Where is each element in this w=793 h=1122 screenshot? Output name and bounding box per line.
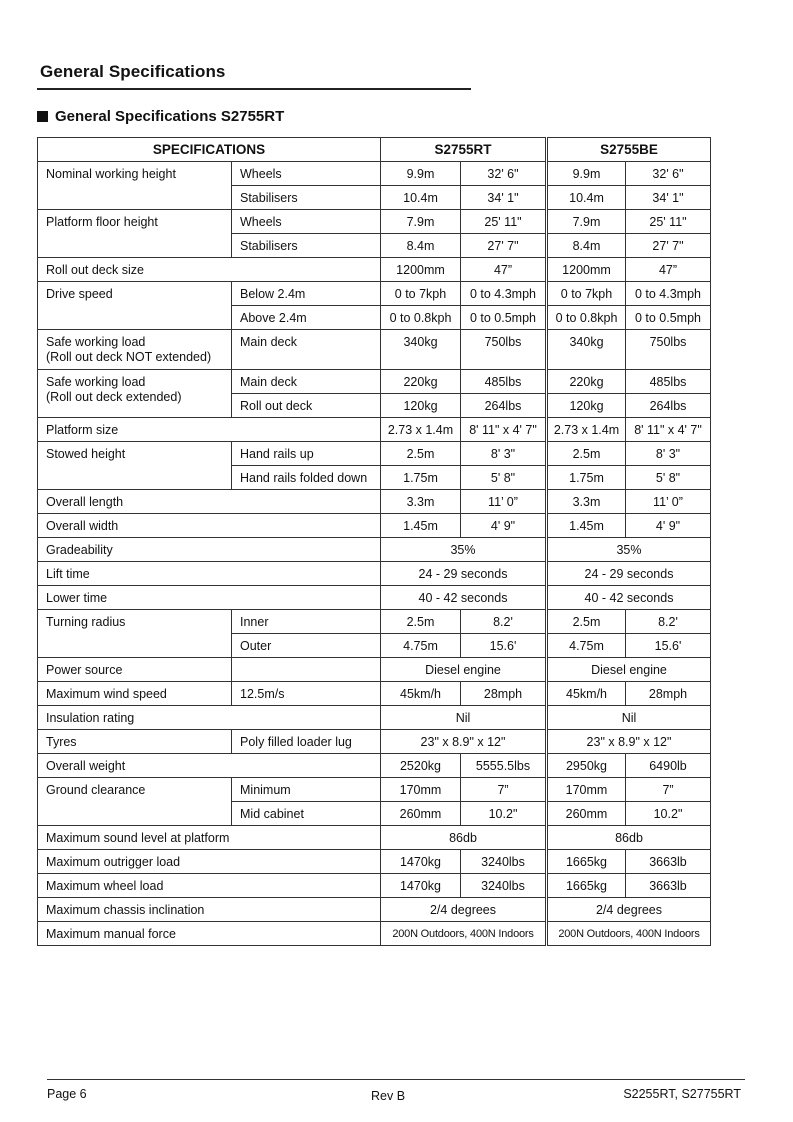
row-label-line: (Roll out deck NOT extended): [46, 350, 212, 364]
row-label: Gradeability: [38, 538, 381, 562]
cell-value: 7.9m: [547, 210, 626, 234]
cell-value: 260mm: [547, 802, 626, 826]
cell-value: 6490lb: [626, 754, 711, 778]
cell-value: 34' 1": [626, 186, 711, 210]
cell-value: 7”: [626, 778, 711, 802]
row-sublabel: Minimum: [232, 778, 381, 802]
cell-value: 3240lbs: [461, 850, 547, 874]
cell-value: 47”: [626, 258, 711, 282]
row-sublabel: Poly filled loader lug: [232, 730, 381, 754]
table-row: [38, 210, 711, 234]
row-sublabel: Wheels: [232, 162, 381, 186]
cell-value: 260mm: [381, 802, 461, 826]
row-label: Nominal working height: [38, 162, 232, 210]
cell-value: 10.4m: [381, 186, 461, 210]
cell-value: 1.75m: [381, 466, 461, 490]
cell-value: 120kg: [381, 394, 461, 418]
cell-value: 15.6': [626, 634, 711, 658]
cell-value: 3240lbs: [461, 874, 547, 898]
row-label: Maximum wind speed: [38, 682, 232, 706]
cell-value: 0 to 7kph: [381, 282, 461, 306]
cell-value: 8.4m: [381, 234, 461, 258]
model-numbers: S2255RT, S27755RT: [623, 1087, 741, 1101]
row-sublabel: Outer: [232, 634, 381, 658]
row-sublabel: Stabilisers: [232, 234, 381, 258]
cell-value: 4' 9": [626, 514, 711, 538]
cell-value: 4' 9": [461, 514, 547, 538]
row-label-line: (Roll out deck extended): [46, 390, 182, 404]
cell-value: 1470kg: [381, 874, 461, 898]
row-label: Platform size: [38, 418, 381, 442]
cell-value: 2.5m: [547, 442, 626, 466]
cell-value: 2.5m: [381, 610, 461, 634]
cell-value: 5555.5lbs: [461, 754, 547, 778]
table-row: [38, 706, 711, 730]
cell-value: 1665kg: [547, 850, 626, 874]
cell-value: 32' 6": [626, 162, 711, 186]
table-header-row: [38, 138, 711, 162]
header-rule: [37, 88, 471, 90]
cell-value: 1200mm: [381, 258, 461, 282]
page-number: Page 6: [47, 1087, 87, 1101]
table-row: [38, 490, 711, 514]
cell-value: 2/4 degrees: [381, 898, 547, 922]
cell-value: 170mm: [547, 778, 626, 802]
row-sublabel: Stabilisers: [232, 186, 381, 210]
cell-value: 1.45m: [381, 514, 461, 538]
table-row: [38, 282, 711, 306]
cell-value: 45km/h: [547, 682, 626, 706]
row-sublabel: Above 2.4m: [232, 306, 381, 330]
cell-value: 485lbs: [461, 370, 547, 394]
row-label: Insulation rating: [38, 706, 381, 730]
cell-value: 7”: [461, 778, 547, 802]
table-row: [38, 562, 711, 586]
cell-value: 8' 11" x 4' 7": [626, 418, 711, 442]
cell-value: 2.5m: [381, 442, 461, 466]
row-sublabel: Roll out deck: [232, 394, 381, 418]
row-sublabel: Mid cabinet: [232, 802, 381, 826]
row-label: Turning radius: [38, 610, 232, 658]
cell-value: 10.2": [626, 802, 711, 826]
cell-value: 0 to 4.3mph: [461, 282, 547, 306]
cell-value: 9.9m: [381, 162, 461, 186]
row-sublabel: 12.5m/s: [232, 682, 381, 706]
cell-value: 8' 3": [461, 442, 547, 466]
row-label: [38, 370, 232, 418]
cell-value: 3.3m: [381, 490, 461, 514]
section-title-text: General Specifications S2755RT: [55, 108, 285, 125]
cell-value: 3663lb: [626, 874, 711, 898]
cell-value: 24 - 29 seconds: [547, 562, 711, 586]
row-sublabel: Hand rails up: [232, 442, 381, 466]
row-label: Overall weight: [38, 754, 381, 778]
row-sublabel: Inner: [232, 610, 381, 634]
table-row: [38, 874, 711, 898]
row-label: Maximum wheel load: [38, 874, 381, 898]
table-row: [38, 826, 711, 850]
cell-value: 9.9m: [547, 162, 626, 186]
cell-value: 2.73 x 1.4m: [547, 418, 626, 442]
cell-value: 750lbs: [626, 330, 711, 370]
cell-value: 47”: [461, 258, 547, 282]
row-sublabel: Wheels: [232, 210, 381, 234]
row-label: Maximum chassis inclination: [38, 898, 381, 922]
cell-value: 40 - 42 seconds: [381, 586, 547, 610]
cell-value: 7.9m: [381, 210, 461, 234]
cell-value: 28mph: [626, 682, 711, 706]
cell-value: 0 to 4.3mph: [626, 282, 711, 306]
row-sublabel: Main deck: [232, 370, 381, 394]
cell-value: 35%: [547, 538, 711, 562]
table-row: [38, 730, 711, 754]
cell-value: 3663lb: [626, 850, 711, 874]
cell-value: 1665kg: [547, 874, 626, 898]
cell-value: 2520kg: [381, 754, 461, 778]
cell-value: 15.6': [461, 634, 547, 658]
row-label: Maximum outrigger load: [38, 850, 381, 874]
cell-value: 86db: [547, 826, 711, 850]
footer-rule: [47, 1079, 745, 1080]
cell-value: 5' 8": [461, 466, 547, 490]
row-label: Tyres: [38, 730, 232, 754]
table-row: [38, 898, 711, 922]
row-label: Overall width: [38, 514, 381, 538]
header-model-s2755be: S2755BE: [547, 138, 711, 162]
cell-value: 0 to 0.5mph: [461, 306, 547, 330]
table-row: [38, 658, 711, 682]
cell-value: 28mph: [461, 682, 547, 706]
cell-value: 170mm: [381, 778, 461, 802]
table-row: [38, 850, 711, 874]
cell-value: 220kg: [547, 370, 626, 394]
cell-value: 11’ 0”: [626, 490, 711, 514]
row-label: Stowed height: [38, 442, 232, 490]
cell-value: 34' 1": [461, 186, 547, 210]
cell-value: 200N Outdoors, 400N Indoors: [381, 922, 547, 946]
cell-value: 45km/h: [381, 682, 461, 706]
table-row: [38, 682, 711, 706]
table-row: [38, 778, 711, 802]
revision-label: Rev B: [371, 1089, 406, 1103]
table-row: [38, 922, 711, 946]
row-label-line: Safe working load: [46, 335, 146, 349]
cell-value: 0 to 0.8kph: [381, 306, 461, 330]
cell-value: 8' 11" x 4' 7": [461, 418, 547, 442]
table-row: [38, 586, 711, 610]
row-label: [38, 330, 232, 370]
cell-value: 4.75m: [381, 634, 461, 658]
table-row: [38, 538, 711, 562]
table-row: [38, 514, 711, 538]
row-label: Roll out deck size: [38, 258, 381, 282]
cell-value: 10.2": [461, 802, 547, 826]
specifications-table: [37, 137, 711, 946]
cell-value: 2.73 x 1.4m: [381, 418, 461, 442]
table-row: [38, 442, 711, 466]
table-row: [38, 754, 711, 778]
row-label: Lower time: [38, 586, 381, 610]
cell-value: 23" x 8.9" x 12": [381, 730, 547, 754]
cell-value: 8.2': [461, 610, 547, 634]
row-label: Ground clearance: [38, 778, 232, 826]
table-row: [38, 258, 711, 282]
row-label: Lift time: [38, 562, 381, 586]
table-row: [38, 330, 711, 370]
cell-value: 27' 7": [461, 234, 547, 258]
cell-value: 23" x 8.9" x 12": [547, 730, 711, 754]
cell-value: 0 to 0.8kph: [547, 306, 626, 330]
cell-value: 340kg: [381, 330, 461, 370]
cell-value: 264lbs: [461, 394, 547, 418]
cell-value: 8.2': [626, 610, 711, 634]
table-row: [38, 418, 711, 442]
cell-value: 264lbs: [626, 394, 711, 418]
cell-value: 1200mm: [547, 258, 626, 282]
cell-value: 220kg: [381, 370, 461, 394]
cell-value: 11’ 0”: [461, 490, 547, 514]
cell-value: 32' 6": [461, 162, 547, 186]
row-label: Maximum sound level at platform: [38, 826, 381, 850]
row-sublabel: Main deck: [232, 330, 381, 370]
cell-value: 2.5m: [547, 610, 626, 634]
square-bullet-icon: [37, 111, 48, 122]
row-label: Platform floor height: [38, 210, 232, 258]
cell-value: Diesel engine: [381, 658, 547, 682]
cell-value: 1.45m: [547, 514, 626, 538]
cell-value: 24 - 29 seconds: [381, 562, 547, 586]
header-specifications: SPECIFICATIONS: [38, 138, 381, 162]
cell-value: 8' 3": [626, 442, 711, 466]
row-sublabel-empty: [232, 658, 381, 682]
cell-value: 3.3m: [547, 490, 626, 514]
section-title: [37, 108, 284, 125]
cell-value: 35%: [381, 538, 547, 562]
cell-value: Nil: [381, 706, 547, 730]
row-label: Maximum manual force: [38, 922, 381, 946]
table-row: [38, 162, 711, 186]
cell-value: Diesel engine: [547, 658, 711, 682]
cell-value: 2950kg: [547, 754, 626, 778]
cell-value: 2/4 degrees: [547, 898, 711, 922]
table-row: [38, 610, 711, 634]
cell-value: Nil: [547, 706, 711, 730]
page-title: General Specifications: [40, 62, 226, 81]
cell-value: 8.4m: [547, 234, 626, 258]
cell-value: 5' 8": [626, 466, 711, 490]
cell-value: 0 to 0.5mph: [626, 306, 711, 330]
row-sublabel: Hand rails folded down: [232, 466, 381, 490]
cell-value: 40 - 42 seconds: [547, 586, 711, 610]
cell-value: 1.75m: [547, 466, 626, 490]
cell-value: 86db: [381, 826, 547, 850]
cell-value: 200N Outdoors, 400N Indoors: [547, 922, 711, 946]
cell-value: 485lbs: [626, 370, 711, 394]
cell-value: 27' 7": [626, 234, 711, 258]
cell-value: 340kg: [547, 330, 626, 370]
cell-value: 1470kg: [381, 850, 461, 874]
row-label: Drive speed: [38, 282, 232, 330]
table-row: [38, 370, 711, 394]
cell-value: 25' 11": [626, 210, 711, 234]
row-label-line: Safe working load: [46, 375, 146, 389]
cell-value: 0 to 7kph: [547, 282, 626, 306]
header-model-s2755rt: S2755RT: [381, 138, 547, 162]
row-sublabel: Below 2.4m: [232, 282, 381, 306]
cell-value: 25' 11": [461, 210, 547, 234]
cell-value: 10.4m: [547, 186, 626, 210]
cell-value: 120kg: [547, 394, 626, 418]
cell-value: 750lbs: [461, 330, 547, 370]
cell-value: 4.75m: [547, 634, 626, 658]
row-label: Power source: [38, 658, 232, 682]
row-label: Overall length: [38, 490, 381, 514]
